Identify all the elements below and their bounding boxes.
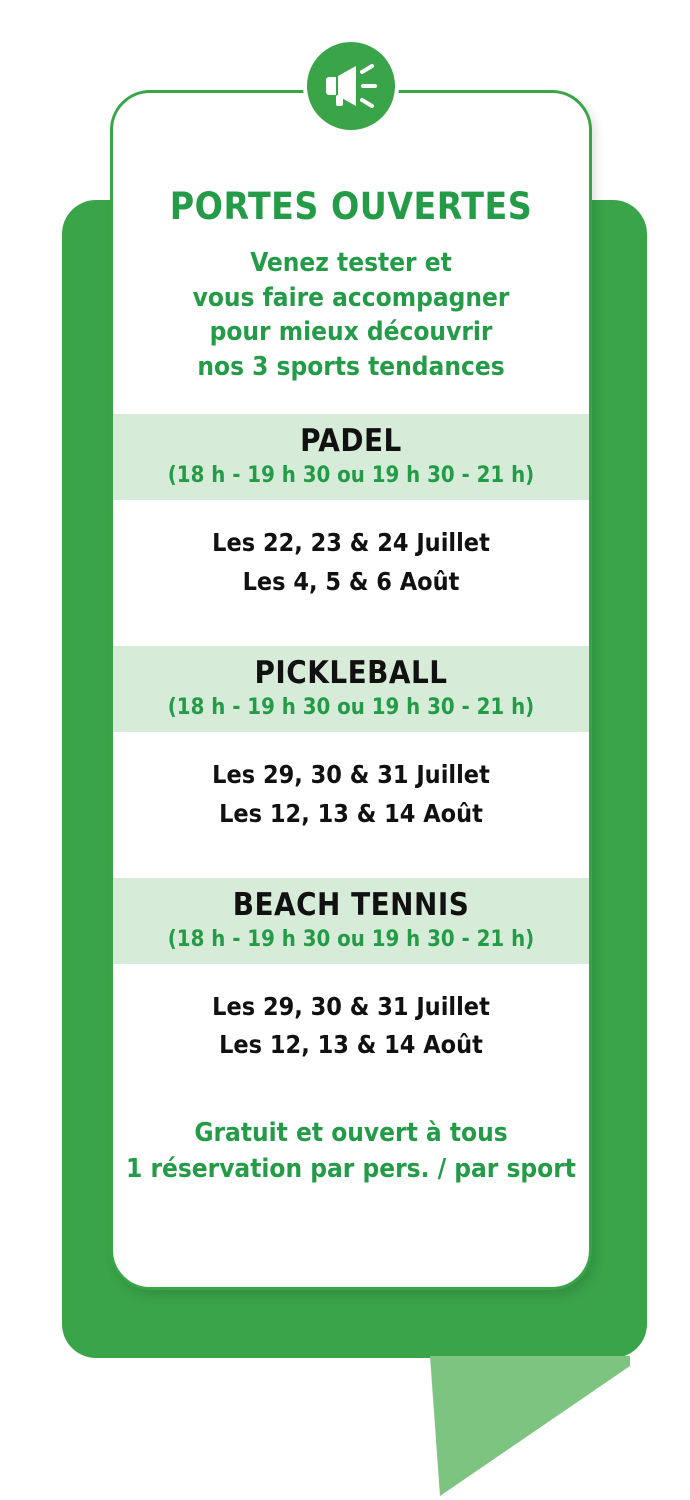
date-line: Les 12, 13 & 14 Août [219, 1030, 483, 1060]
subtitle-line-1: Venez tester et [250, 248, 452, 278]
date-line: Les 29, 30 & 31 Juillet [212, 991, 490, 1021]
sport-hours: (18 h - 19 h 30 ou 19 h 30 - 21 h) [167, 926, 535, 952]
sport-dates [113, 500, 589, 624]
sport-hours: (18 h - 19 h 30 ou 19 h 30 - 21 h) [167, 463, 535, 489]
spacer [113, 856, 589, 878]
section-header [113, 414, 589, 500]
date-line: Les 29, 30 & 31 Juillet [212, 760, 490, 789]
spacer [113, 624, 589, 646]
section-header [113, 878, 589, 964]
sport-hours: (18 h - 19 h 30 ou 19 h 30 - 21 h) [167, 695, 535, 720]
sport-dates [113, 964, 589, 1088]
subtitle-line-3: pour mieux découvrir [209, 317, 493, 348]
sport-section-pickleball [113, 646, 589, 856]
date-line: Les 22, 23 & 24 Juillet [212, 528, 490, 558]
announcement-card [110, 90, 592, 1290]
date-line: Les 4, 5 & 6 Août [242, 567, 460, 597]
megaphone-badge [303, 38, 399, 134]
page-title: PORTES OUVERTES [169, 185, 533, 228]
subtitle-line-2: vous faire accompagner [192, 282, 510, 313]
sport-section-beach-tennis [113, 878, 589, 1088]
footer-note [113, 1087, 589, 1188]
sport-name: PICKLEBALL [254, 654, 448, 691]
megaphone-icon [322, 62, 380, 110]
subtitle [113, 228, 589, 384]
sport-dates [113, 732, 589, 856]
date-line: Les 12, 13 & 14 Août [219, 798, 483, 828]
footer-line-2: 1 réservation par pers. / par sport [126, 1154, 576, 1185]
subtitle-line-4: nos 3 sports tendances [197, 351, 505, 382]
sport-name: BEACH TENNIS [232, 886, 470, 923]
sport-section-padel [113, 414, 589, 624]
sport-name: PADEL [300, 423, 402, 460]
section-header [113, 646, 589, 732]
footer-line-1: Gratuit et ouvert à tous [194, 1118, 508, 1149]
